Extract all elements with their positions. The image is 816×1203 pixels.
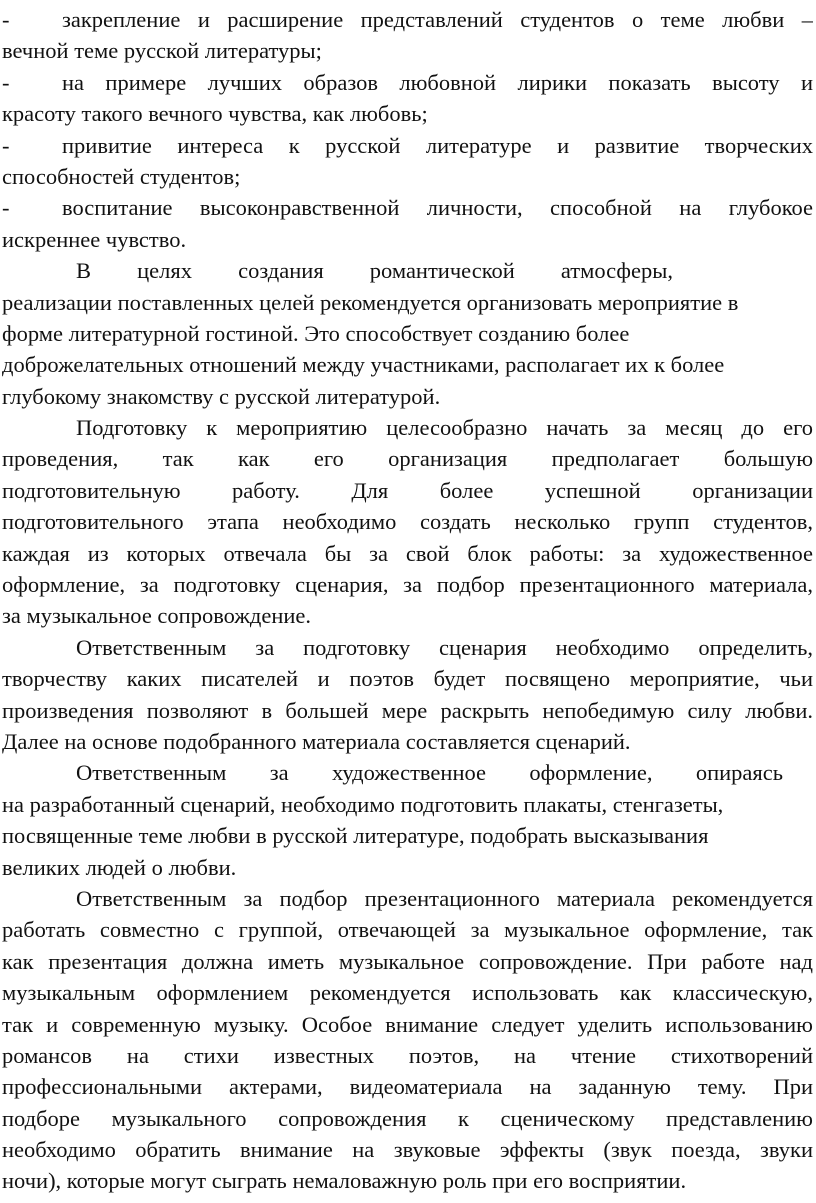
text-line: так и современную музыку. Особое внимание следует уделить использованию — [2, 1011, 813, 1037]
document-page — [2, 4, 813, 1197]
text-line: В целях создания романтической атмосферы, — [76, 258, 673, 284]
text-line — [2, 67, 813, 98]
text-line: творчеству каких писателей и поэтов будет посвящено мероприятие, чьи — [2, 666, 813, 692]
text-line: подготовительного этапа необходимо создать несколько групп студентов, — [2, 509, 813, 535]
text-line: красоту такого вечного чувства, как любовь; — [2, 101, 428, 127]
text-line: оформление, за подготовку сценария, за подбор презентационного материала, — [2, 572, 813, 598]
list-item-text: на примере лучших образов любовной лирики показать высоту и — [62, 69, 813, 95]
text-line: романсов на стихи известных поэтов, на чтение стихотворений — [2, 1042, 813, 1068]
list-item-text: закрепление и расширение представлений студентов о теме любви – — [62, 7, 813, 32]
text-line: доброжелательных отношений между участниками, располагает их к более — [2, 352, 725, 378]
text-line: работать совместно с группой, отвечающей за музыкальное оформление, так — [2, 917, 813, 943]
text-line: посвященные теме любви в русской литературе, подобрать высказывания — [2, 823, 709, 849]
text-line: глубокому знакомству с русской литературой. — [2, 383, 441, 409]
text-line — [2, 192, 813, 223]
list-dash: - — [2, 69, 10, 95]
text-line: подготовительную работу. Для более успешной организации — [2, 477, 813, 503]
text-line — [2, 4, 813, 35]
text-line: великих людей о любви. — [2, 854, 237, 880]
text-line — [2, 130, 813, 161]
text-line: музыкальным оформлением рекомендуется использовать как классическую, — [2, 980, 813, 1006]
text-line: как презентация должна иметь музыкальное сопровождение. При работе над — [2, 948, 813, 974]
text-line: способностей студентов; — [2, 163, 241, 189]
list-item-text: воспитание высоконравственной личности, способной на глубокое — [62, 195, 813, 221]
text-line: форме литературной гостиной. Это способствует созданию более — [2, 320, 630, 346]
text-line: Далее на основе подобранного материала составляется сценарий. — [2, 728, 631, 754]
text-line: произведения позволяют в большей мере раскрыть непобедимую силу любви. — [2, 697, 813, 723]
text-line: подборе музыкального сопровождения к сценическому представлению — [2, 1105, 813, 1131]
text-line: необходимо обратить внимание на звуковые эффекты (звук поезда, звуки — [2, 1137, 813, 1163]
text-line: проведения, так как его организация предполагает большую — [2, 446, 813, 472]
text-line: искреннее чувство. — [2, 226, 187, 252]
text-line: каждая из которых отвечала бы за свой блок работы: за художественное — [2, 540, 813, 566]
text-line: Ответственным за подбор презентационного материала рекомендуется — [76, 885, 813, 911]
text-line: реализации поставленных целей рекомендуется организовать мероприятие в — [2, 289, 739, 315]
text-line: Ответственным за подготовку сценария необходимо определить, — [76, 634, 813, 660]
list-dash: - — [2, 132, 10, 158]
text-line: Подготовку к мероприятию целесообразно начать за месяц до его — [76, 415, 813, 441]
text-line: вечной теме русской литературы; — [2, 38, 322, 64]
text-line: профессиональными актерами, видеоматериала на заданную тему. При — [2, 1074, 813, 1100]
text-line: ночи), которые могут сыграть немаловажную роль при его восприятии. — [2, 1168, 687, 1194]
list-dash: - — [2, 7, 10, 32]
list-dash: - — [2, 195, 10, 221]
text-line: Ответственным за художественное оформление, опираясь — [76, 760, 783, 786]
text-line: на разработанный сценарий, необходимо подготовить плакаты, стенгазеты, — [2, 791, 724, 817]
list-item-text: привитие интереса к русской литературе и развитие творческих — [62, 132, 813, 158]
text-line: за музыкальное сопровождение. — [2, 603, 312, 629]
